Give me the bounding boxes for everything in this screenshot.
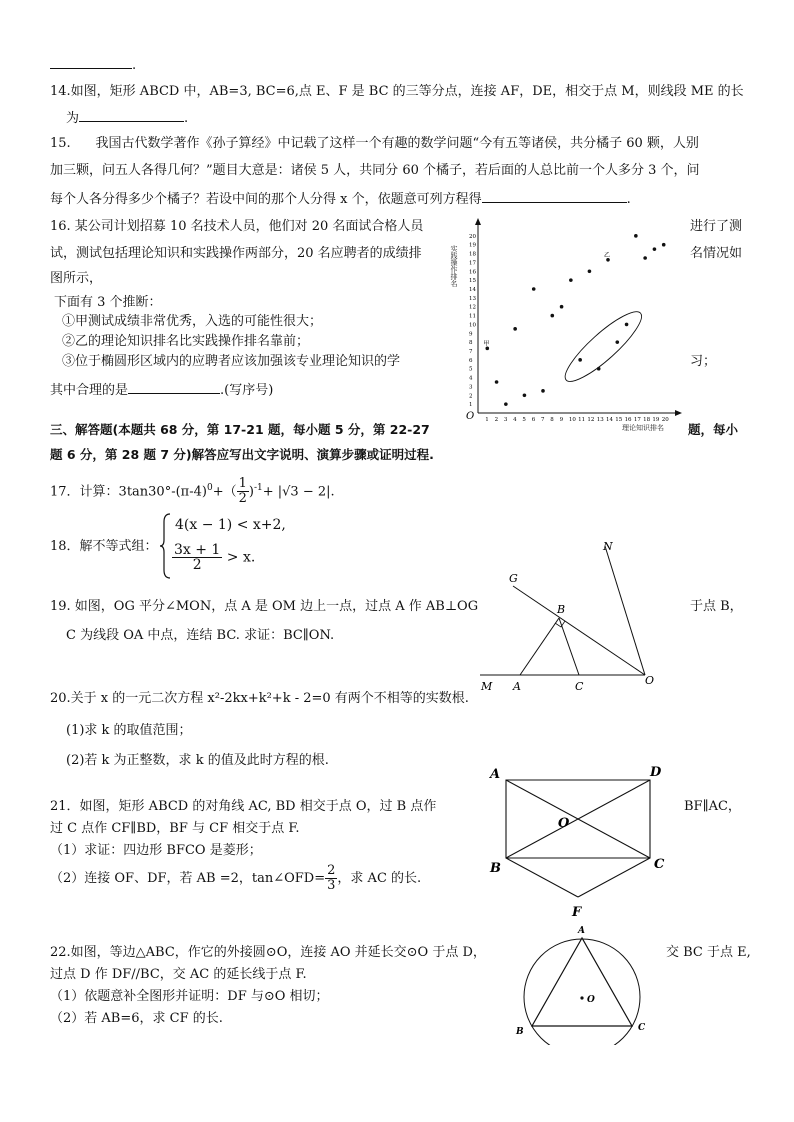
q22-circle bbox=[524, 939, 640, 1045]
chart-point bbox=[578, 358, 582, 362]
chart-x-tick-label: 15 bbox=[615, 417, 623, 423]
q13-answer-blank[interactable] bbox=[50, 55, 136, 75]
chart-point bbox=[523, 393, 527, 397]
q22-label-o: O bbox=[587, 995, 595, 1005]
chart-x-tick-label: 12 bbox=[587, 417, 595, 423]
q17-fraction bbox=[237, 477, 249, 506]
q21-frac-den: 3 bbox=[327, 878, 336, 893]
chart-y-tick-label: 14 bbox=[469, 287, 476, 293]
q19-figure bbox=[475, 538, 665, 693]
q21-part2 bbox=[50, 862, 421, 896]
q14-line2 bbox=[66, 108, 188, 128]
q17-prefix: 17．计算： bbox=[50, 484, 119, 500]
q13-tail: . bbox=[132, 58, 137, 73]
q16-line2-left: 试，测试包括理论知识和实践操作两部分，20 名应聘者的成绩排 bbox=[50, 246, 422, 261]
chart-y-tick-label: 13 bbox=[469, 295, 476, 302]
chart-point bbox=[643, 256, 647, 260]
chart-points bbox=[483, 234, 665, 406]
chart-ellipse-shape bbox=[558, 303, 650, 389]
chart-point bbox=[588, 269, 592, 273]
section3-line2: 题 6 分，第 28 题 7 分)解答应写出文字说明、演算步骤或证明过程. bbox=[50, 447, 434, 462]
q19-label-a: A bbox=[513, 680, 521, 693]
q21-seg-bf bbox=[506, 858, 578, 897]
q14-line2-suffix: . bbox=[184, 111, 189, 126]
q19-ray-on bbox=[605, 546, 645, 675]
chart-y-tick-label: 3 bbox=[469, 384, 473, 391]
chart-ylabel: 实践操作排名 bbox=[450, 245, 458, 287]
q16-line2-right: 名情况如 bbox=[690, 246, 743, 261]
chart-y-tick-label: 16 bbox=[469, 269, 476, 276]
chart-x-tick-label: 1 bbox=[485, 417, 489, 423]
chart-x-tick-label: 16 bbox=[624, 417, 632, 423]
q21-label-a: A bbox=[490, 767, 501, 782]
chart-x-tick-label: 13 bbox=[596, 417, 604, 423]
chart-x-tick-label: 8 bbox=[550, 417, 554, 423]
q21-label-b: B bbox=[490, 861, 501, 876]
q18-ineq2-frac bbox=[172, 543, 222, 572]
chart-y-tick-label: 2 bbox=[469, 393, 473, 400]
chart-ellipse bbox=[558, 303, 650, 389]
q19-label-o: O bbox=[645, 674, 655, 687]
q18-brace bbox=[160, 512, 172, 580]
q16-answer-blank[interactable] bbox=[128, 380, 220, 394]
q16-item3-right: 习； bbox=[690, 354, 717, 369]
q19-line1-right: 于点 B， bbox=[690, 599, 743, 614]
q17-plus1: +（ bbox=[212, 484, 237, 500]
q16-scatter-chart bbox=[450, 215, 685, 435]
chart-y-tick-label: 4 bbox=[469, 375, 473, 382]
chart-y-tick-label: 7 bbox=[469, 349, 473, 355]
q21-part2-frac bbox=[325, 864, 337, 893]
section3-line1-left: 三、解答题(本题共 68 分，第 17-21 题，每小题 5 分，第 22-27 bbox=[50, 422, 430, 437]
q19-label-b: B bbox=[557, 603, 566, 616]
chart-x-tick-label: 10 bbox=[568, 417, 576, 423]
q17-frac-den: 2 bbox=[238, 491, 247, 507]
q19-ray-og bbox=[513, 586, 645, 675]
q22-line2: 过点 D 作 DF//BC，交 AC 的延长线于点 F. bbox=[50, 967, 307, 982]
chart-y-tick-label: 12 bbox=[469, 304, 476, 311]
chart-y-tick-label: 10 bbox=[469, 322, 476, 329]
chart-y-tick-label: 15 bbox=[469, 278, 476, 285]
chart-point-label: 乙 bbox=[604, 251, 611, 259]
chart-y-tick-label: 9 bbox=[469, 331, 473, 338]
q18-ineq2-tail: > x. bbox=[226, 549, 256, 566]
q15-answer-blank[interactable] bbox=[482, 189, 627, 203]
q22-label-a: A bbox=[578, 926, 585, 936]
chart-x-tick-label: 11 bbox=[578, 417, 586, 423]
q20-part2: (2)若 k 为正整数，求 k 的值及此时方程的根. bbox=[66, 753, 329, 768]
chart-axes bbox=[475, 218, 682, 416]
q21-part2-suffix: ，求 AC 的长. bbox=[337, 871, 422, 886]
q21-label-o: O bbox=[558, 816, 570, 831]
chart-point bbox=[625, 323, 629, 327]
section3-line1-right: 题，每小 bbox=[688, 422, 739, 437]
q15-line2: 加三颗，问五人各得几何？”题目大意是：诸侯 5 人，共同分 60 个橘子，若后面的人总比前一个人多分 3 个，问 bbox=[50, 163, 700, 178]
q18-ineq2 bbox=[172, 543, 255, 572]
chart-x-tick-label: 14 bbox=[606, 417, 613, 423]
chart-point bbox=[597, 367, 601, 371]
q22-line1-right: 交 BC 于点 E, bbox=[666, 945, 751, 960]
q20-part1: (1)求 k 的取值范围； bbox=[66, 723, 192, 738]
chart-origin-label: O bbox=[466, 411, 475, 422]
chart-point bbox=[662, 243, 666, 247]
chart-y-tick-label: 8 bbox=[469, 340, 473, 347]
q16-line1-right: 进行了测 bbox=[690, 219, 743, 234]
q17-line: 17．计算：$3\tan 30^\circ-(\pi-4)^0+$（ $\frac{1}{2}$ )$^{-1}$+ |√3 − 2|. bbox=[50, 476, 335, 507]
chart-point bbox=[495, 380, 499, 384]
q15-line1: 15. 我国古代数学著作《孙子算经》中记载了这样一个有趣的数学问题“今有五等诸侯，共分橘子 60 颗，人别 bbox=[50, 136, 699, 151]
q16-item1: ①甲测试成绩非常优秀，入选的可能性很大； bbox=[62, 314, 323, 329]
chart-x-tick-label: 18 bbox=[643, 417, 651, 423]
q17-exp-neg1: -1 bbox=[253, 483, 263, 493]
q18-ineq1: 4(x − 1) < x+2, bbox=[175, 517, 286, 533]
q16-line3: 图所示， bbox=[50, 271, 103, 286]
chart-point bbox=[532, 287, 536, 291]
q18-ineq2-num: 3x + 1 bbox=[174, 542, 221, 558]
chart-xlabel: 理论知识排名 bbox=[622, 424, 664, 432]
chart-x-tick-label: 6 bbox=[531, 417, 536, 423]
q16-answer-suffix: .(写序号) bbox=[220, 383, 274, 398]
q21-line1-right: BF∥AC， bbox=[684, 799, 741, 814]
q22-part1: （1）依题意补全图形并证明：DF 与⊙O 相切； bbox=[50, 989, 329, 1004]
q22-line1-left: 22.如图，等边△ABC，作它的外接圆⊙O，连接 AO 并延长交⊙O 于点 D， bbox=[50, 945, 486, 960]
chart-point bbox=[615, 340, 619, 344]
q18-prefix: 18．解不等式组： bbox=[50, 539, 158, 554]
chart-y-tick-label: 6 bbox=[469, 357, 473, 364]
chart-x-tick-label: 7 bbox=[541, 417, 545, 423]
q22-figure bbox=[510, 920, 660, 1045]
chart-point bbox=[504, 402, 508, 406]
chart-point bbox=[513, 327, 517, 331]
q19-label-g: G bbox=[509, 572, 518, 585]
q20-line1: 20.关于 x 的一元二次方程 x²-2kx+k²+k - 2=0 有两个不相等的实数根. bbox=[50, 691, 469, 706]
q15-line3-prefix: 每个人各分得多少个橘子？若设中间的那个人分得 x 个，依题意可列方程得 bbox=[50, 192, 482, 207]
q15-line3-suffix: . bbox=[626, 192, 631, 207]
chart-x-tick-label: 3 bbox=[503, 417, 508, 423]
chart-x-ticks bbox=[485, 417, 669, 423]
q14-answer-blank[interactable] bbox=[79, 108, 184, 122]
q22-label-b: B bbox=[516, 1027, 524, 1037]
q21-part2-prefix: （2）连接 OF、DF，若 AB =2，tan∠OFD= bbox=[50, 871, 326, 886]
q16-item3-left: ③位于椭圆形区域内的应聘者应该加强该专业理论知识的学 bbox=[62, 354, 401, 369]
chart-x-tick-label: 9 bbox=[559, 417, 564, 423]
q19-seg-bc bbox=[559, 618, 579, 675]
chart-point bbox=[541, 389, 545, 393]
chart-x-tick-label: 4 bbox=[513, 417, 517, 423]
chart-point bbox=[560, 305, 564, 309]
q21-label-f: F bbox=[572, 905, 582, 920]
q14-line1: 14.如图，矩形 ABCD 中，AB=3, BC=6,点 E、F 是 BC 的三等分点，连接 AF，DE，相交于点 M，则线段 ME 的长 bbox=[50, 84, 744, 99]
chart-y-ticks bbox=[469, 234, 476, 408]
q19-label-m: M bbox=[481, 680, 493, 693]
chart-y-tick-label: 11 bbox=[469, 313, 476, 320]
q16-item2: ②乙的理论知识排名比实践操作排名靠前； bbox=[62, 334, 310, 349]
chart-y-tick-label: 17 bbox=[469, 260, 476, 267]
chart-x-tick-label: 17 bbox=[633, 417, 641, 423]
q17-expr-a: 3tan30°-(π-4) bbox=[118, 484, 207, 500]
q22-label-c: C bbox=[638, 1023, 646, 1033]
chart-y-tick-label: 20 bbox=[469, 233, 476, 240]
chart-y-tick-label: 5 bbox=[469, 366, 473, 373]
chart-x-tick-label: 2 bbox=[494, 417, 499, 423]
chart-point-label: 甲 bbox=[483, 340, 490, 348]
q19-label-n: N bbox=[603, 540, 613, 553]
chart-x-tick-label: 20 bbox=[661, 417, 669, 423]
q21-figure bbox=[484, 760, 684, 920]
q18-ineq2-den: 2 bbox=[192, 557, 202, 573]
q22-center-dot bbox=[580, 996, 583, 999]
q19-line1-left: 19. 如图，OG 平分∠MON，点 A 是 OM 边上一点，过点 A 作 AB⊥OG bbox=[50, 599, 479, 614]
chart-point bbox=[569, 278, 573, 282]
q21-line2: 过 C 点作 CF∥BD，BF 与 CF 相交于点 F. bbox=[50, 821, 300, 836]
q17-expr-b: + |√3 − 2|. bbox=[262, 484, 335, 500]
q15-line3 bbox=[50, 189, 631, 209]
q21-label-d: D bbox=[650, 765, 662, 780]
q21-part1: （1）求证：四边形 BFCO 是菱形； bbox=[50, 843, 262, 858]
q19-label-c: C bbox=[575, 680, 584, 693]
q21-frac-num: 2 bbox=[327, 863, 336, 878]
q19-seg-ab bbox=[520, 618, 559, 675]
q16-answer bbox=[50, 380, 273, 400]
q17-exp0: 0 bbox=[206, 483, 213, 493]
q14-line2-prefix: 为 bbox=[66, 111, 80, 126]
q22-part2: （2）若 AB=6，求 CF 的长. bbox=[50, 1011, 223, 1026]
chart-y-tick-label: 19 bbox=[469, 242, 476, 249]
q21-seg-cf bbox=[578, 858, 650, 897]
q16-line1-left: 16. 某公司计划招募 10 名技术人员，他们对 20 名面试合格人员 bbox=[50, 219, 424, 234]
q21-label-c: C bbox=[654, 857, 665, 872]
q16-line4: 下面有 3 个推断： bbox=[54, 295, 162, 310]
q19-line2: C 为线段 OA 中点，连结 BC. 求证：BC∥ON. bbox=[66, 628, 335, 643]
chart-point bbox=[634, 234, 638, 238]
chart-point bbox=[653, 247, 657, 251]
chart-x-tick-label: 5 bbox=[522, 417, 526, 423]
q21-line1-left: 21．如图，矩形 ABCD 的对角线 AC, BD 相交于点 O，过 B 点作 bbox=[50, 799, 437, 814]
chart-y-tick-label: 18 bbox=[469, 251, 476, 258]
chart-x-tick-label: 19 bbox=[652, 417, 660, 423]
chart-y-tick-label: 1 bbox=[469, 402, 473, 409]
q16-answer-prefix: 其中合理的是 bbox=[50, 383, 129, 398]
q17-frac-num: 1 bbox=[238, 476, 247, 492]
chart-point bbox=[550, 314, 554, 318]
